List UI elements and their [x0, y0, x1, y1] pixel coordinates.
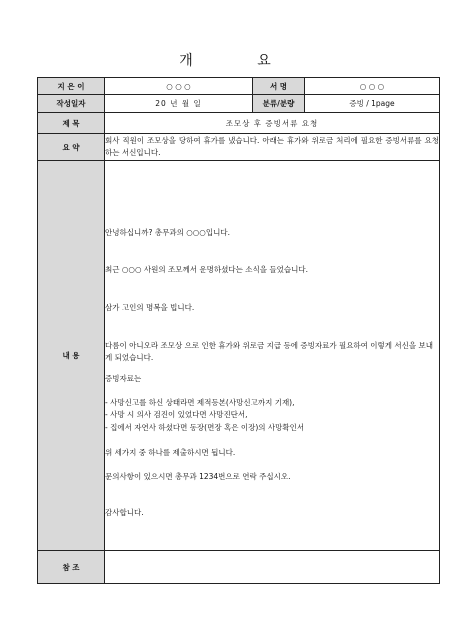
docs-intro-text: 증빙자료는: [105, 374, 142, 384]
subject-label: 제 목: [38, 113, 105, 134]
category-value: 증빙 / 1page: [305, 95, 440, 113]
request-text: 다름이 아니오라 조모상 으로 인한 휴가와 위로금 지급 등에 증빙자료가 필요하여 이렇게 서신을 보내게 되었습니다.: [105, 341, 434, 363]
content-label: 내 용: [38, 161, 105, 551]
docs-list-item: - 집에서 자연사 하셨다면 동장(면장 혹은 이장)의 사망확인서: [105, 422, 305, 432]
summary-label: 요 약: [38, 134, 105, 161]
summary-value: 회사 직원이 조모상을 당하여 휴가를 냈습니다. 아래는 휴가와 위로금 처리에 필요한 증빙서류를 요청하는 서신입니다.: [105, 134, 440, 161]
page-title: 개 요: [179, 53, 301, 69]
docs-list: [105, 397, 439, 434]
signature-label: 서 명: [253, 78, 305, 95]
contact-text: 문의사항이 있으시면 총무과 1234번으로 연락 주십시오.: [105, 471, 291, 481]
recent-news-text: 최근 ○○○ 사원의 조모께서 운명하셨다는 소식을 들었습니다.: [105, 265, 308, 275]
subject-value: 조모상 후 증빙서류 요청: [105, 113, 440, 134]
signature-value: ○ ○ ○: [305, 78, 440, 95]
date-label: 작성일자: [38, 95, 105, 113]
content-body: [105, 161, 440, 551]
docs-list-item: - 사망신고를 하신 상태라면 제적등본(사망신고까지 기재),: [105, 398, 295, 408]
author-value: ○ ○ ○: [105, 78, 253, 95]
category-label: 분류/분량: [253, 95, 305, 113]
docs-list-item: - 사망 시 의사 검진이 있었다면 사망진단서,: [105, 410, 248, 420]
reference-value: [105, 551, 440, 584]
date-value: 20 년 월 일: [105, 95, 253, 113]
submit-text: 위 세가지 중 하나를 제출하시면 됩니다.: [105, 447, 236, 457]
condolence-text: 삼가 고인의 명복을 빕니다.: [105, 303, 195, 313]
greeting-text: 안녕하십니까? 총무과의 ○○○입니다.: [105, 228, 230, 238]
author-label: 지 은 이: [38, 78, 105, 95]
reference-label: 참 조: [38, 551, 105, 584]
overview-form: [37, 77, 440, 584]
thanks-text: 감사합니다.: [105, 507, 144, 517]
